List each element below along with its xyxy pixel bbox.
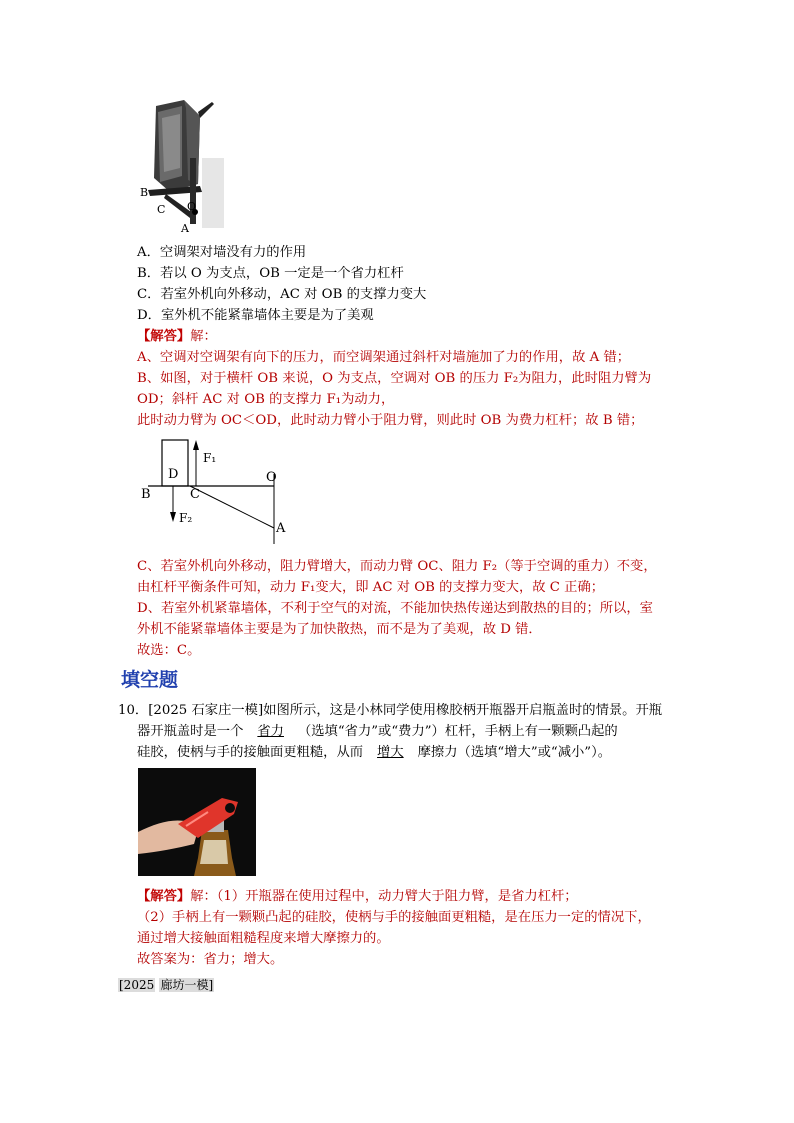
photo-label-o: O [187, 200, 197, 213]
explanation-line: D、若室外机紧靠墙体，不利于空气的对流，不能加快热传递达到散热的目的；所以，室 [137, 601, 653, 616]
diagram-label-d: D [168, 467, 179, 482]
diagram-label-b: B [141, 487, 151, 502]
diagram-label-c: C [190, 487, 200, 502]
q10-line-3 [137, 742, 611, 763]
diagram-label-f1: F₁ [203, 451, 217, 465]
q10-line-1 [118, 700, 662, 721]
answer-prefix: 解： [190, 329, 217, 344]
q9-answer-heading [137, 326, 217, 347]
question-text: 器开瓶盖时是一个 [137, 724, 244, 739]
q10-line-2 [137, 721, 618, 742]
q10-answer-heading [137, 886, 578, 907]
lever-diagram [138, 436, 298, 548]
option-b: B．若以 O 为支点，OB 一定是一个省力杠杆 [137, 266, 404, 281]
explanation-line: 故答案为：省力；增大。 [137, 952, 284, 967]
question-number: 10． [118, 703, 149, 718]
diagram-label-f2: F₂ [179, 511, 193, 525]
explanation-line: （2）手柄上有一颗颗凸起的硅胶，使柄与手的接触面更粗糙，是在压力一定的情况下， [137, 910, 651, 925]
answer-label: 【解答】 [137, 889, 191, 904]
explanation-line: 故选：C。 [137, 643, 201, 658]
explanation-line: 由杠杆平衡条件可知，动力 F₁变大，即 AC 对 OB 的支撑力变大，故 C 正确； [137, 580, 605, 595]
answer-blank-2: 增大 [377, 745, 404, 760]
question-text: 如图所示，这是小林同学使用橡胶柄开瓶器开启瓶盖时的情景。开瓶 [263, 703, 663, 718]
bottle-opener-photo [138, 768, 256, 876]
source-tag-year: [2025 [119, 978, 155, 992]
source-tag-place: 廊坊一模] [160, 978, 214, 992]
photo-label-b: B [140, 186, 149, 199]
photo-label-c: C [157, 203, 166, 216]
diagram-label-o: O [266, 470, 277, 485]
option-a: A．空调架对墙没有力的作用 [137, 245, 307, 260]
explanation-line: OD；斜杆 AC 对 OB 的支撑力 F₁为动力， [137, 392, 395, 407]
photo-label-a: A [181, 222, 189, 234]
explanation-line: 通过增大接触面粗糙程度来增大摩擦力的。 [137, 931, 390, 946]
question-text: （选填“省力”或“费力”）杠杆，手柄上有一颗颗凸起的 [297, 724, 618, 739]
question-text: 硅胶，使柄与手的接触面更粗糙，从而 [137, 745, 364, 760]
answer-first-line: 解：（1）开瓶器在使用过程中，动力臂大于阻力臂，是省力杠杆； [190, 889, 578, 904]
answer-label: 【解答】 [137, 329, 191, 344]
explanation-line: C、若室外机向外移动，阻力臂增大，而动力臂 OC、阻力 F₂（等于空调的重力）不变， [137, 559, 657, 574]
explanation-line: 外机不能紧靠墙体主要是为了加快散热，而不是为了美观，故 D 错． [137, 622, 542, 637]
question-source: [2025 石家庄一模] [148, 703, 264, 718]
diagram-label-a: A [276, 521, 286, 536]
explanation-line: A、空调对空调架有向下的压力，而空调架通过斜杆对墙施加了力的作用，故 A 错； [137, 350, 631, 365]
answer-blank-1: 省力 [257, 724, 284, 739]
explanation-line: 此时动力臂为 OC＜OD，此时动力臂小于阻力臂，则此时 OB 为费力杠杆；故 B 错； [137, 413, 644, 428]
ac-bracket-photo [138, 98, 228, 234]
option-c: C．若室外机向外移动，AC 对 OB 的支撑力变大 [137, 287, 427, 302]
question-text: 摩擦力（选填“增大”或“减小”）。 [417, 745, 612, 760]
section-heading: 填空题 [121, 669, 179, 691]
next-question-source-tag [118, 975, 214, 996]
option-d: D．室外机不能紧靠墙体主要是为了美观 [137, 308, 374, 323]
explanation-line: B、如图，对于横杆 OB 来说，O 为支点，空调对 OB 的压力 F₂为阻力，此时阻力臂为 [137, 371, 652, 386]
